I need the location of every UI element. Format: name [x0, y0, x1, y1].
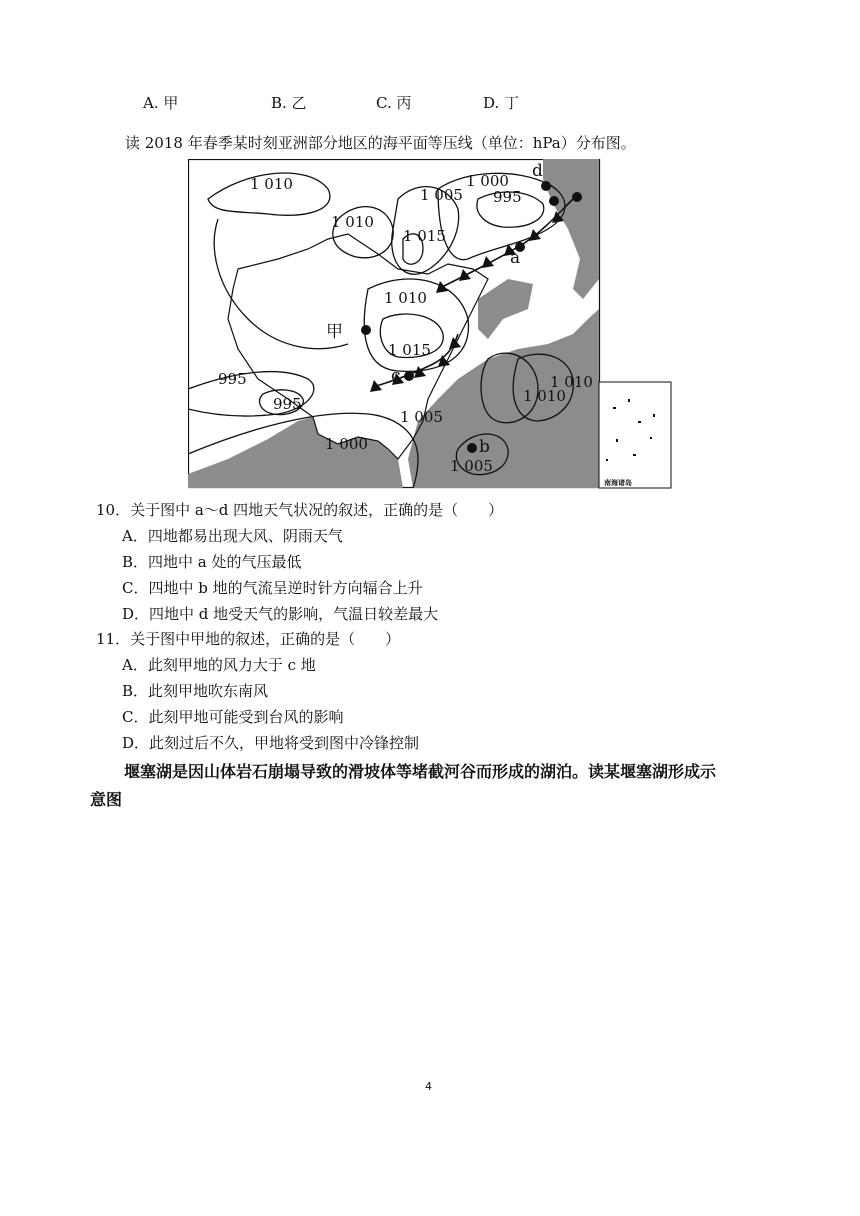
question-10-option-a: A．四地都易出现大风、阴雨天气 — [122, 527, 343, 545]
point-d3 — [572, 192, 582, 202]
isobar-label: 1 015 — [403, 227, 446, 245]
region-label-jia: 甲 — [326, 322, 343, 342]
prev-option-a: A. 甲 — [143, 94, 179, 112]
isobar-label: 1 005 — [450, 457, 493, 475]
inset-frame — [599, 382, 671, 488]
isobar-label: 1 000 — [466, 172, 509, 190]
prev-option-d: D. 丁 — [483, 94, 520, 112]
isobar-map-svg — [188, 159, 672, 489]
point-d2 — [549, 196, 559, 206]
isobar-label: 1 010 — [331, 213, 374, 231]
point-label-c: c — [391, 366, 401, 386]
inset-label: 南海诸岛 — [604, 479, 632, 487]
question-11-option-c: C．此刻甲地可能受到台风的影响 — [122, 708, 344, 726]
page-number: 4 — [425, 1080, 432, 1093]
isobar-label: 995 — [273, 395, 302, 413]
isobar-label: 995 — [493, 188, 522, 206]
prev-option-b: B. 乙 — [271, 94, 307, 112]
isobar-label: 1 005 — [400, 408, 443, 426]
question-11-option-d: D．此刻过后不久，甲地将受到图中冷锋控制 — [122, 734, 420, 752]
map-intro: 读 2018 年春季某时刻亚洲部分地区的海平面等压线（单位：hPa）分布图。 — [125, 134, 636, 152]
point-jia — [361, 325, 371, 335]
question-10-option-d: D．四地中 d 地受天气的影响，气温日较差最大 — [122, 605, 439, 623]
point-c — [404, 371, 414, 381]
isobar-label: 1 010 — [250, 175, 293, 193]
point-label-d: d — [532, 161, 543, 181]
isobar-label: 995 — [218, 370, 247, 388]
question-11-option-b: B．此刻甲地吹东南风 — [122, 682, 269, 700]
passage-line-2: 意图 — [90, 790, 123, 809]
question-10-stem: 10．关于图中 a～d 四地天气状况的叙述，正确的是（ ） — [96, 501, 504, 519]
question-11-option-a: A．此刻甲地的风力大于 c 地 — [122, 656, 316, 674]
question-10-option-c: C．四地中 b 地的气流呈逆时针方向辐合上升 — [122, 579, 423, 597]
question-11-stem: 11．关于图中甲地的叙述，正确的是（ ） — [96, 630, 401, 648]
prev-option-c: C. 丙 — [376, 94, 412, 112]
point-label-b: b — [479, 437, 490, 457]
passage-line-1: 堰塞湖是因山体岩石崩塌导致的滑坡体等堵截河谷而形成的湖泊。读某堰塞湖形成示 — [124, 762, 717, 781]
isobar-label: 1 005 — [420, 186, 463, 204]
isobar-label: 1 000 — [325, 435, 368, 453]
point-label-a: a — [510, 248, 521, 268]
isobar-label: 1 010 — [384, 289, 427, 307]
point-b — [467, 443, 477, 453]
question-10-option-b: B．四地中 a 处的气压最低 — [122, 553, 302, 571]
point-d — [541, 181, 551, 191]
isobar-map — [188, 159, 672, 489]
isobar-label: 1 010 — [550, 373, 593, 391]
isobar-label: 1 015 — [388, 341, 431, 359]
isobar-label: 1 010 — [523, 387, 566, 405]
